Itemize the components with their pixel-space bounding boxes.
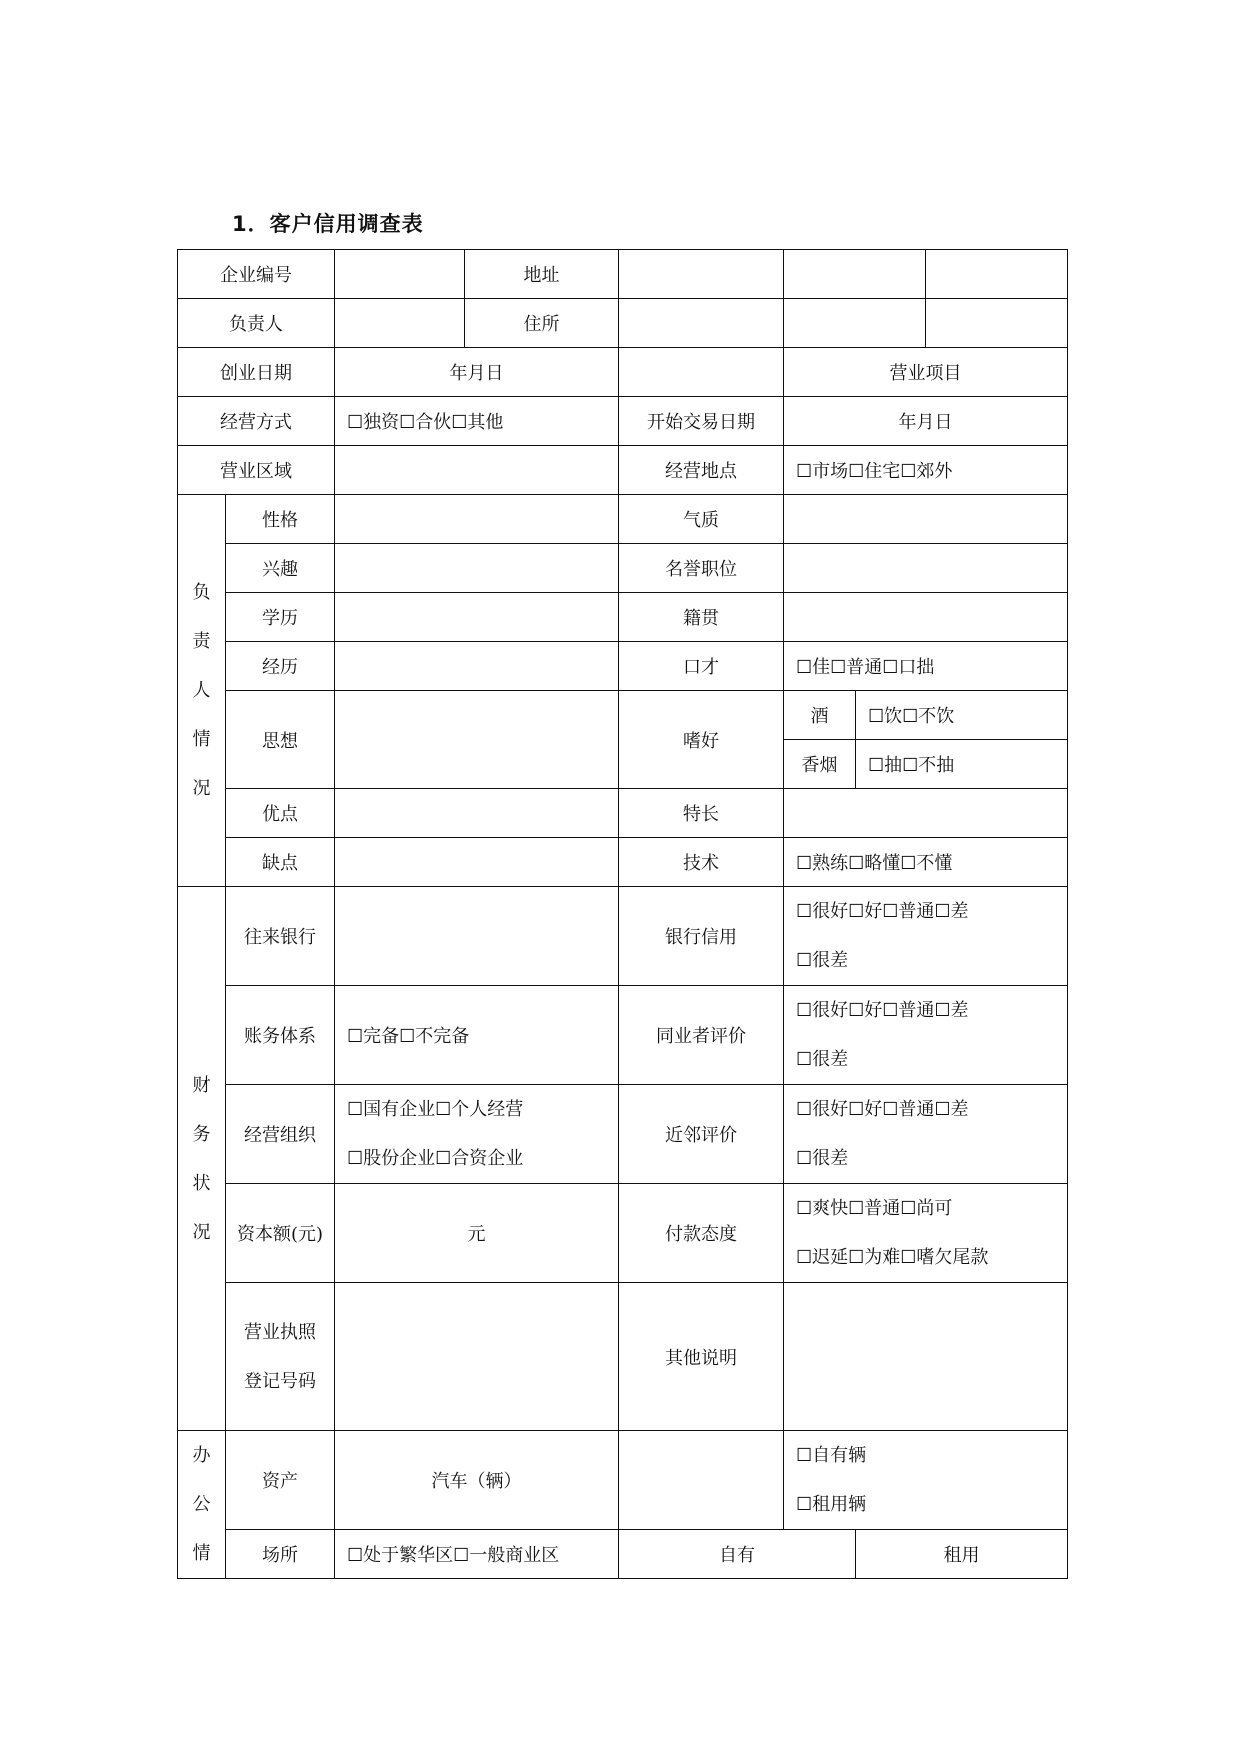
field-bank[interactable] xyxy=(335,887,619,986)
label-interests: 兴趣 xyxy=(226,544,335,593)
section-office-label: 办 公 情 xyxy=(178,1431,226,1579)
label-experience: 经历 xyxy=(226,642,335,691)
form-title: 1．客户信用调查表 xyxy=(232,212,424,236)
table-row xyxy=(178,642,1068,691)
field-residence-3[interactable] xyxy=(926,299,1068,348)
label-assets: 资产 xyxy=(226,1431,335,1530)
table-row xyxy=(178,348,1068,397)
field-vehicles-count[interactable] xyxy=(619,1431,784,1530)
field-business-area[interactable] xyxy=(335,446,619,495)
label-business-items: 营业项目 xyxy=(784,348,1068,397)
label-business-license: 营业执照 登记号码 xyxy=(226,1283,335,1431)
field-alcohol[interactable]: ☐饮☐不饮 xyxy=(856,691,1068,740)
field-neighbor-evaluation[interactable]: ☐很好☐好☐普通☐差 ☐很差 xyxy=(784,1085,1068,1184)
table-row xyxy=(178,250,1068,299)
label-temperament: 气质 xyxy=(619,495,784,544)
field-vehicles[interactable]: 汽车（辆） xyxy=(335,1431,619,1530)
field-accounting-system[interactable]: ☐完备☐不完备 xyxy=(335,986,619,1085)
label-bank-credit: 银行信用 xyxy=(619,887,784,986)
table-row xyxy=(178,397,1068,446)
table-row xyxy=(178,446,1068,495)
field-native-place[interactable] xyxy=(784,593,1068,642)
table-row xyxy=(178,593,1068,642)
label-cigarettes: 香烟 xyxy=(784,740,856,789)
field-strengths[interactable] xyxy=(335,789,619,838)
label-technique: 技术 xyxy=(619,838,784,887)
field-cigarettes[interactable]: ☐抽☐不抽 xyxy=(856,740,1068,789)
field-education[interactable] xyxy=(335,593,619,642)
field-specialty[interactable] xyxy=(784,789,1068,838)
field-interests[interactable] xyxy=(335,544,619,593)
table-row xyxy=(178,838,1068,887)
label-peer-evaluation: 同业者评价 xyxy=(619,986,784,1085)
field-peer-evaluation[interactable]: ☐很好☐好☐普通☐差 ☐很差 xyxy=(784,986,1068,1085)
field-experience[interactable] xyxy=(335,642,619,691)
field-thought[interactable] xyxy=(335,691,619,789)
table-row xyxy=(178,691,1068,740)
field-address-3[interactable] xyxy=(926,250,1068,299)
label-weaknesses: 缺点 xyxy=(226,838,335,887)
field-other-notes[interactable] xyxy=(784,1283,1068,1431)
field-honorary-position[interactable] xyxy=(784,544,1068,593)
label-specialty: 特长 xyxy=(619,789,784,838)
table-row xyxy=(178,1184,1068,1283)
label-residence: 住所 xyxy=(465,299,619,348)
label-payment-attitude: 付款态度 xyxy=(619,1184,784,1283)
label-capital: 资本额(元) xyxy=(226,1184,335,1283)
label-business-location: 经营地点 xyxy=(619,446,784,495)
label-premises: 场所 xyxy=(226,1530,335,1579)
label-accounting-system: 账务体系 xyxy=(226,986,335,1085)
field-address-2[interactable] xyxy=(784,250,926,299)
label-honorary-position: 名誉职位 xyxy=(619,544,784,593)
label-business-area: 营业区域 xyxy=(178,446,335,495)
field-business-license[interactable] xyxy=(335,1283,619,1431)
label-address: 地址 xyxy=(465,250,619,299)
label-founding-date: 创业日期 xyxy=(178,348,335,397)
field-eloquence[interactable]: ☐佳☐普通☐口拙 xyxy=(784,642,1068,691)
field-person-in-charge[interactable] xyxy=(335,299,465,348)
field-business-organization[interactable]: ☐国有企业☐个人经营 ☐股份企业☐合资企业 xyxy=(335,1085,619,1184)
credit-survey-table xyxy=(177,249,1068,1579)
field-address-1[interactable] xyxy=(619,250,784,299)
field-premises-rented[interactable]: 租用 xyxy=(856,1530,1068,1579)
field-residence-1[interactable] xyxy=(619,299,784,348)
field-operation-mode[interactable]: ☐独资☐合伙☐其他 xyxy=(335,397,619,446)
label-other-notes: 其他说明 xyxy=(619,1283,784,1431)
table-row xyxy=(178,299,1068,348)
label-thought: 思想 xyxy=(226,691,335,789)
table-row xyxy=(178,495,1068,544)
field-blank[interactable] xyxy=(619,348,784,397)
field-residence-2[interactable] xyxy=(784,299,926,348)
field-bank-credit[interactable]: ☐很好☐好☐普通☐差 ☐很差 xyxy=(784,887,1068,986)
table-row xyxy=(178,544,1068,593)
field-premises-area[interactable]: ☐处于繁华区☐一般商业区 xyxy=(335,1530,619,1579)
field-weaknesses[interactable] xyxy=(335,838,619,887)
table-row xyxy=(178,1530,1068,1579)
table-row xyxy=(178,1085,1068,1184)
label-bank: 往来银行 xyxy=(226,887,335,986)
section-finance-label: 财 务 状 况 xyxy=(178,887,226,1431)
label-native-place: 籍贯 xyxy=(619,593,784,642)
table-row xyxy=(178,986,1068,1085)
label-neighbor-evaluation: 近邻评价 xyxy=(619,1085,784,1184)
label-personality: 性格 xyxy=(226,495,335,544)
label-hobbies: 嗜好 xyxy=(619,691,784,789)
field-temperament[interactable] xyxy=(784,495,1068,544)
field-personality[interactable] xyxy=(335,495,619,544)
table-row xyxy=(178,1431,1068,1530)
label-education: 学历 xyxy=(226,593,335,642)
field-technique[interactable]: ☐熟练☐略懂☐不懂 xyxy=(784,838,1068,887)
label-person-in-charge: 负责人 xyxy=(178,299,335,348)
field-trade-start-date[interactable]: 年月日 xyxy=(784,397,1068,446)
table-row xyxy=(178,887,1068,986)
field-capital[interactable]: 元 xyxy=(335,1184,619,1283)
label-trade-start-date: 开始交易日期 xyxy=(619,397,784,446)
table-row xyxy=(178,789,1068,838)
field-founding-date[interactable]: 年月日 xyxy=(335,348,619,397)
field-business-location[interactable]: ☐市场☐住宅☐郊外 xyxy=(784,446,1068,495)
label-strengths: 优点 xyxy=(226,789,335,838)
field-vehicle-ownership[interactable]: ☐自有辆 ☐租用辆 xyxy=(784,1431,1068,1530)
label-operation-mode: 经营方式 xyxy=(178,397,335,446)
field-premises-owned[interactable]: 自有 xyxy=(619,1530,856,1579)
section-person-label: 负 责 人 情 况 xyxy=(178,495,226,887)
field-payment-attitude[interactable]: ☐爽快☐普通☐尚可 ☐迟延☐为难☐嗜欠尾款 xyxy=(784,1184,1068,1283)
label-company-id: 企业编号 xyxy=(178,250,335,299)
field-company-id[interactable] xyxy=(335,250,465,299)
table-row xyxy=(178,1283,1068,1431)
label-alcohol: 酒 xyxy=(784,691,856,740)
label-eloquence: 口才 xyxy=(619,642,784,691)
label-business-organization: 经营组织 xyxy=(226,1085,335,1184)
